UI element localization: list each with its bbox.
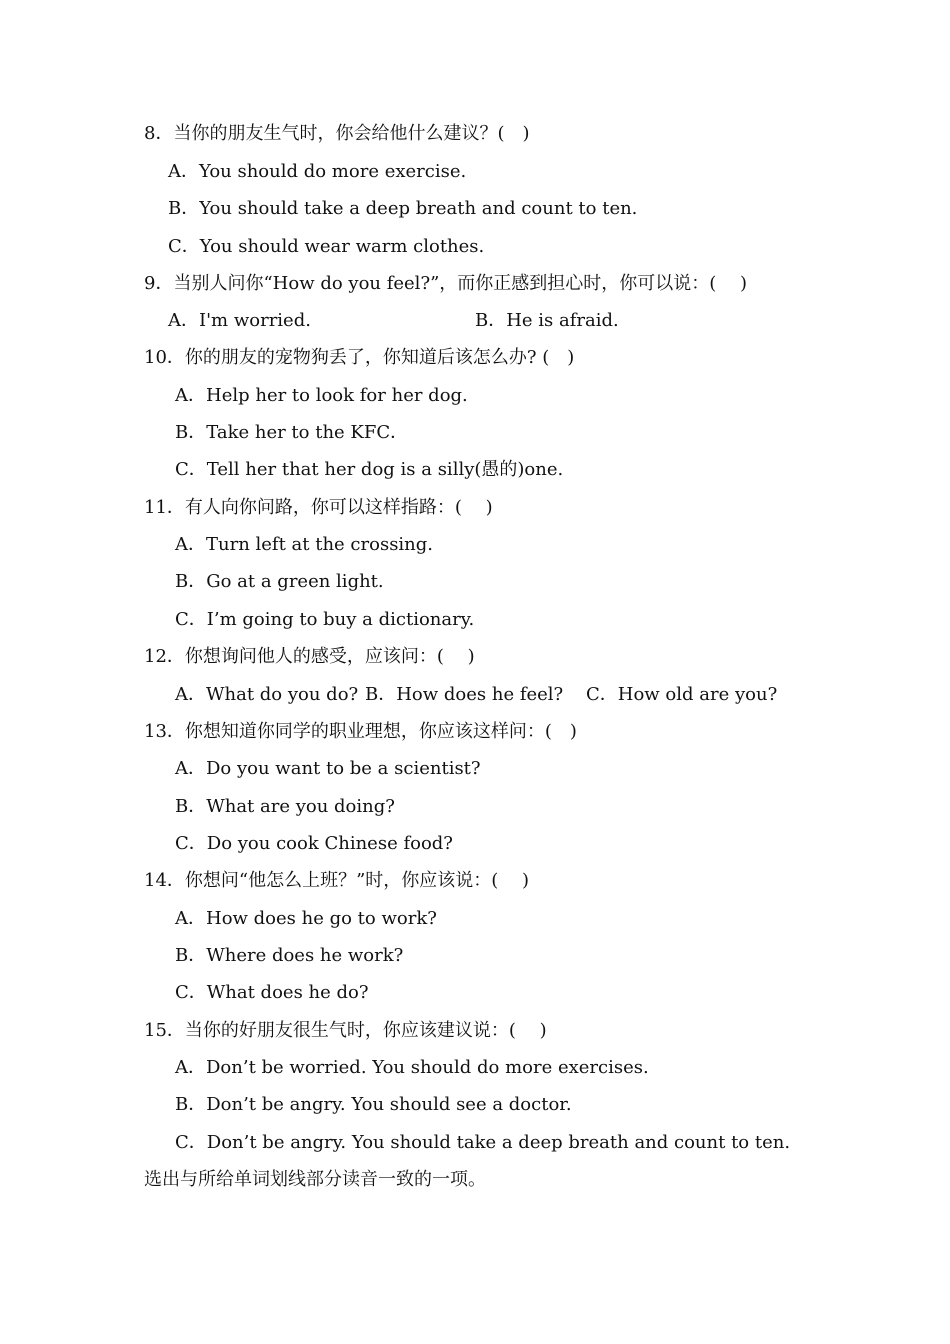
question-13-option-b: B．What are you doing? — [175, 796, 395, 817]
question-15-option-b: B．Don’t be angry. You should see a doctor. — [175, 1094, 572, 1115]
question-10-option-a: A．Help her to look for her dog. — [175, 385, 468, 406]
question-11-option-c: C．I’m going to buy a dictionary. — [175, 609, 475, 630]
question-8-option-c: C．You should wear warm clothes. — [168, 236, 485, 257]
question-13-option-c: C．Do you cook Chinese food? — [175, 833, 453, 854]
question-8-option-b: B．You should take a deep breath and count to ten. — [168, 198, 638, 219]
question-10-option-b: B．Take her to the KFC． — [175, 422, 409, 443]
question-11-option-a: A．Turn left at the crossing. — [175, 534, 434, 555]
question-10-stem: 10．你的朋友的宠物狗丢了，你知道后该怎么办? ( ) — [144, 347, 575, 368]
question-12-option-b: B．How does he feel? — [365, 684, 564, 705]
question-13-option-a: A．Do you want to be a scientist? — [175, 758, 481, 779]
question-14-option-a: A．How does he go to work? — [175, 908, 437, 929]
question-14-option-b: B．Where does he work? — [175, 945, 404, 966]
section-instruction: 选出与所给单词划线部分读音一致的一项。 — [144, 1169, 486, 1190]
question-13-stem: 13．你想知道你同学的职业理想，你应该这样问：( ) — [144, 721, 577, 742]
question-12-option-a: A．What do you do? — [175, 684, 359, 705]
question-8-option-a: A．You should do more exercise. — [168, 161, 467, 182]
question-10-option-c: C．Tell her that her dog is a silly(愚的)one. — [175, 459, 564, 480]
question-15-stem: 15．当你的好朋友很生气时，你应该建议说：( ) — [144, 1020, 547, 1041]
question-9-stem: 9．当别人问你“How do you feel?”，而你正感到担心时，你可以说：( ) — [144, 273, 748, 294]
question-14-option-c: C．What does he do? — [175, 982, 369, 1003]
question-9-option-a: A．I'm worried. — [168, 310, 311, 331]
question-15-option-c: C．Don’t be angry. You should take a deep breath and count to ten. — [175, 1132, 791, 1153]
question-9-option-b: B．He is afraid. — [475, 310, 619, 331]
question-14-stem: 14．你想问“他怎么上班？”时，你应该说：( ) — [144, 870, 530, 891]
question-11-stem: 11．有人向你问路，你可以这样指路：( ) — [144, 497, 493, 518]
question-11-option-b: B．Go at a green light. — [175, 571, 384, 592]
question-12-stem: 12．你想询问他人的感受，应该问：( ) — [144, 646, 475, 667]
question-12-option-c: C．How old are you? — [586, 684, 778, 705]
question-15-option-a: A．Don’t be worried. You should do more exercises. — [175, 1057, 649, 1078]
question-8-stem: 8．当你的朋友生气时，你会给他什么建议？( ) — [144, 123, 530, 144]
